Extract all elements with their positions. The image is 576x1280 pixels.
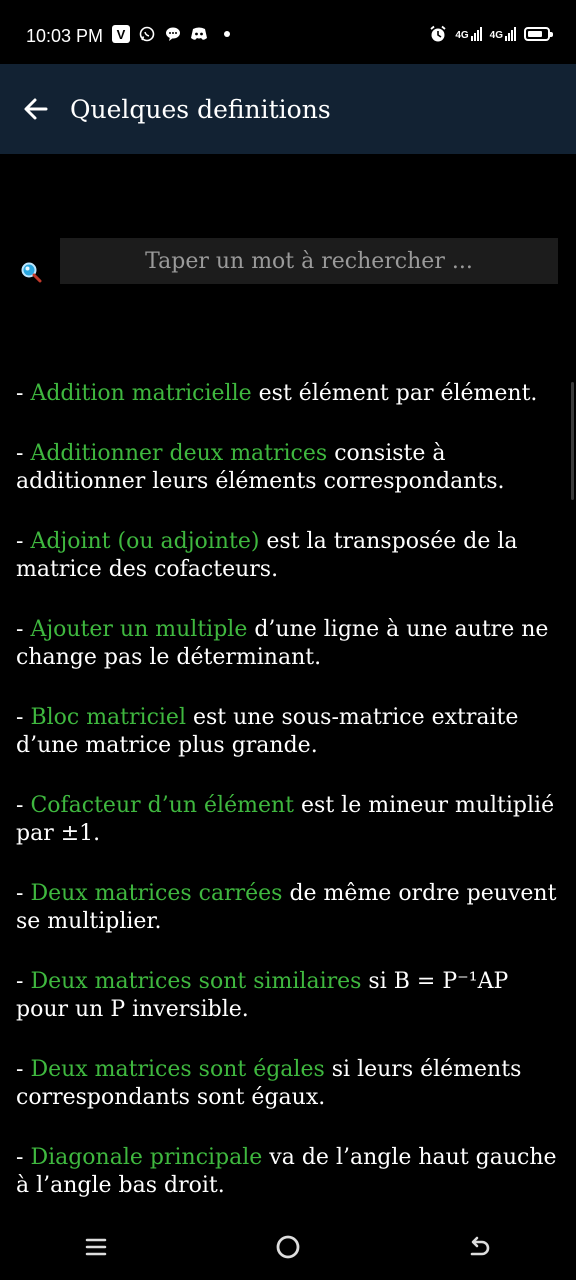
definition-term: Adjoint (ou adjointe)	[30, 529, 260, 554]
status-bar	[0, 0, 576, 64]
menu-icon	[84, 1235, 108, 1259]
signal-1-icon	[455, 27, 481, 41]
list-item: - Additionner deux matrices consiste à additionner leurs éléments correspondants.	[16, 441, 505, 494]
whatsapp-icon	[138, 25, 156, 43]
alarm-icon	[429, 25, 447, 43]
list-item: - Adjoint (ou adjointe) est la transposée de la matrice des cofacteurs.	[16, 529, 518, 582]
definition-text: si B = P⁻¹AP pour un P inversible.	[16, 969, 509, 1022]
back-arrow-icon	[467, 1234, 493, 1260]
definition-text: d’une ligne à une autre ne change pas le déterminant.	[16, 617, 549, 670]
discord-icon	[190, 25, 208, 43]
definition-text: consiste à additionner leurs éléments correspondants.	[16, 441, 505, 494]
circle-icon	[275, 1234, 301, 1260]
definition-term: Deux matrices carrées	[30, 881, 283, 906]
definition-text: est élément par élément.	[251, 381, 538, 406]
definition-term: Deux matrices sont égales	[30, 1057, 325, 1082]
definition-term: Ajouter un multiple	[30, 617, 248, 642]
definition-term: Bloc matriciel	[30, 705, 186, 730]
signal-2-icon	[490, 27, 516, 41]
definitions-list[interactable]	[16, 380, 564, 1214]
definition-text: va de l’angle haut gauche à l’angle bas droit.	[16, 1145, 557, 1198]
network-type-2: 4G	[489, 30, 503, 41]
app-bar	[0, 64, 576, 154]
definition-term: Cofacteur d’un élément	[30, 793, 295, 818]
list-item: - Addition matricielle est élément par élément.	[16, 381, 538, 406]
home-button[interactable]	[258, 1217, 318, 1277]
more-notifications-dot	[224, 31, 230, 37]
list-item: - Deux matrices sont similaires si B = P⁻¹AP pour un P inversible.	[16, 969, 509, 1022]
chat-icon	[164, 25, 182, 43]
search-icon	[20, 261, 42, 283]
list-item: - Deux matrices sont égales si leurs éléments correspondants sont égaux.	[16, 1057, 522, 1110]
system-nav-bar	[0, 1214, 576, 1280]
list-item: - Bloc matriciel est une sous-matrice extraite d’une matrice plus grande.	[16, 705, 519, 758]
definition-term: Diagonale principale	[30, 1145, 263, 1170]
definition-term: Deux matrices sont similaires	[30, 969, 362, 994]
list-item: - Ajouter un multiple d’une ligne à une autre ne change pas le déterminant.	[16, 617, 549, 670]
list-item: - Diagonale principale va de l’angle haut gauche à l’angle bas droit.	[16, 1145, 557, 1198]
back-nav-button[interactable]	[450, 1217, 510, 1277]
definition-text: est le mineur multiplié par ±1.	[16, 793, 555, 846]
battery-icon	[524, 27, 550, 41]
list-item: - Deux matrices carrées de même ordre peuvent se multiplier.	[16, 881, 557, 934]
back-button[interactable]	[12, 85, 60, 133]
list-item: - Cofacteur d’un élément est le mineur multiplié par ±1.	[16, 793, 555, 846]
page-title: Quelques definitions	[70, 94, 331, 124]
vpn-icon: V	[112, 25, 130, 43]
system-icons	[429, 25, 550, 43]
definition-text: de même ordre peuvent se multiplier.	[16, 881, 557, 934]
recent-apps-button[interactable]	[66, 1217, 126, 1277]
status-time: 10:03 PM	[26, 26, 104, 46]
notification-icons	[112, 25, 230, 43]
definition-text: si leurs éléments correspondants sont égaux.	[16, 1057, 522, 1110]
definition-term: Additionner deux matrices	[30, 441, 328, 466]
scrollbar[interactable]	[571, 382, 574, 500]
definition-term: Addition matricielle	[30, 381, 252, 406]
network-type-1: 4G	[455, 30, 469, 41]
arrow-left-icon	[22, 95, 50, 123]
definition-text: est la transposée de la matrice des cofacteurs.	[16, 529, 518, 582]
search-input[interactable]	[60, 238, 558, 284]
definition-text: est une sous-matrice extraite d’une matrice plus grande.	[16, 705, 519, 758]
